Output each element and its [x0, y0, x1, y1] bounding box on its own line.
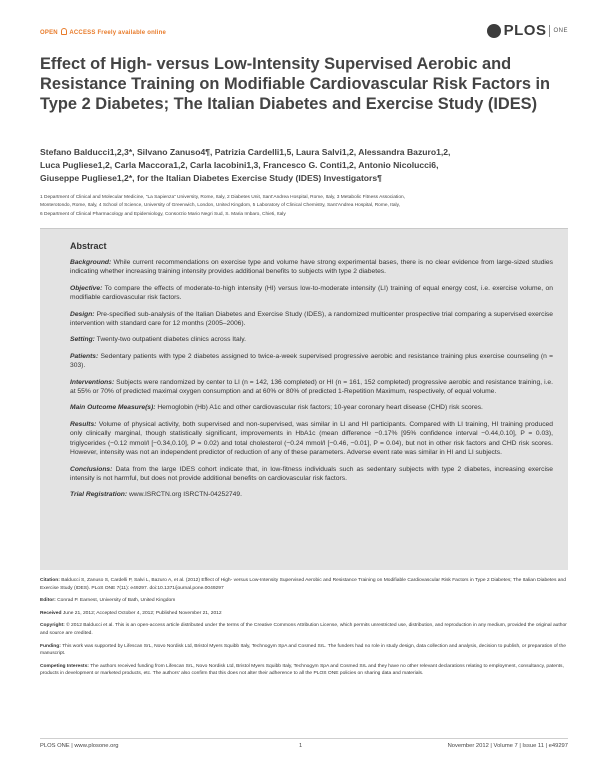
- abstract-trial-registration: Trial Registration: www.ISRCTN.org ISRCTN-04252749.: [70, 491, 242, 499]
- footer-journal: PLOS ONE | www.plosone.org: [40, 743, 119, 749]
- journal-header: [40, 22, 568, 46]
- plos-logo-text: PLOS: [503, 22, 547, 39]
- abstract-objective: Objective: To compare the effects of moderate-to-high intensity (HI) versus low-to-moderate intensity (LI) training of equal energy cost, i.e. exercise volume, on modifiable cardiovascular risk factors.: [70, 284, 553, 302]
- article-metadata: [40, 577, 568, 683]
- abstract-interventions: Interventions: Subjects were randomized by center to LI (n = 142, 136 completed) or HI (n = 161, 152 completed) progressive aerobic and resistance training, i.e. at 55% or 70% of predicted maximal oxygen consumption and at 60% or 80% of predicted 1-Repetition Maximum, respectively, of equal volume.: [70, 378, 553, 396]
- abstract-results: Results: Volume of physical activity, both supervised and non-supervised, was similar in LI and HI participants. Compared with LI training, HI training produced only clinically marginal, though statistically significant, improvements in HbA1c (mean difference −0.17% [95% confidence interval −0.44,0.10], P = 0.03), triglycerides (−0.12 mmol/l [−0.34,0.10], P = 0.02) and total cholesterol (−0.24 mmol/l [−0.46, −0.01], P = 0.04), but not in other risk factors and CHD risk scores. However, intensity was not an independent predictor of reduction of any of these parameters. Adverse event rate was similar in HI and LI subjects.: [70, 420, 553, 457]
- footer-page-number: 1: [299, 743, 303, 749]
- affiliation-line: Monterotondo, Rome, Italy, 4 School of Science, University of Greenwich, London, United Kingdom, 5 Laboratory of Clinical Chemistry, Sant’Andrea Hospital, Rome, Italy,: [40, 203, 400, 209]
- affiliation-line: 6 Department of Clinical Pharmacology and Epidemiology, Consorzio Mario Negri Sud, S. Maria Imbaro, Chieti, Italy: [40, 211, 286, 217]
- meta-copyright: Copyright: © 2012 Balducci et al. This is an open-access article distributed under the terms of the Creative Commons Attribution License, which permits unrestricted use, distribution, and reproduction in any medium, provided the original author and source are credited.: [40, 623, 567, 636]
- meta-editor: Editor: Conrad P. Earnest, University of Bath, United Kingdom: [40, 598, 176, 604]
- abstract-design: Design: Pre-specified sub-analysis of the Italian Diabetes and Exercise Study (IDES), a randomized multicenter prospective trial comparing a supervised exercise intervention with standard care for 12 months (2005–2006).: [70, 310, 553, 328]
- open-lock-icon: [61, 28, 67, 35]
- free-label: Freely available online: [97, 30, 167, 36]
- access-label: ACCESS: [69, 30, 96, 36]
- abstract-conclusions: Conclusions: Data from the large IDES cohort indicate that, in low-fitness individuals such as sedentary subjects with type 2 diabetes, increasing exercise intensity is not harmful, but does not provide additional benefits on cardiovascular risk factors.: [70, 465, 553, 482]
- meta-citation: Citation: Balducci S, Zanuso S, Cardelli P, Salvi L, Bazuro A, et al. (2012) Effect of High- versus Low-Intensity Supervised Aerobic and Resistance Training on Modifiable Cardiovascular Risk Factors in Type 2 Diabetes; The Italian Diabetes and Exercise Study (IDES). PLoS ONE 7(11): e49297. doi:10.1371/journal.pone.0049297: [40, 578, 566, 591]
- author-list: [40, 146, 568, 185]
- abstract-background: Background: While current recommendations on exercise type and volume have strong experimental bases, there is no clear evidence from large-sized studies indicating whether increasing training intensity provides additional benefits to subjects with type 2 diabetes.: [70, 259, 553, 276]
- plos-one-logo: [487, 22, 568, 39]
- footer-issue: November 2012 | Volume 7 | Issue 11 | e49297: [447, 743, 568, 749]
- plos-circle-icon: [487, 24, 501, 38]
- meta-competing-interests: Competing Interests: The authors received funding from Lifescan SrL, Novo Nordisk Ltd, Bristol Myers Squibb Italy, Technogym SpA and Cosmed SrL and they have no other relevant declarations relating to employment, consultancy, patents, products in development or marketed products, etc. The authors' also confirm that this does not alter their adherence to all the PLOS ONE policies on sharing data and materials.: [40, 663, 564, 677]
- affiliations: [40, 194, 568, 219]
- author-line: Giuseppe Pugliese1,2*, for the Italian Diabetes Exercise Study (IDES) Investigators¶: [40, 173, 382, 183]
- abstract-box: [40, 228, 568, 570]
- abstract-patients: Patients: Sedentary patients with type 2 diabetes assigned to twice-a-week supervised progressive aerobic and resistance training plus exercise counseling (n = 303).: [70, 352, 553, 370]
- page-footer: [40, 738, 568, 750]
- article-title: Effect of High- versus Low-Intensity Supervised Aerobic and Resistance Training on Modifiable Cardiovascular Risk Factors in Type 2 Diabetes; The Italian Diabetes and Exercise Study (IDES): [40, 55, 551, 113]
- abstract-outcomes: Main Outcome Measure(s): Hemoglobin (Hb) A1c and other cardiovascular risk factors; 10-year coronary heart disease (CHD) risk scores.: [70, 404, 483, 412]
- open-label: OPEN: [40, 30, 58, 36]
- author-line: Luca Pugliese1,2, Carla Maccora1,2, Carla Iacobini1,3, Francesco G. Conti1,2, Antonio Nicolucci6,: [40, 160, 439, 170]
- affiliation-line: 1 Department of Clinical and Molecular Medicine, “La Sapienza” University, Rome, Italy, 2 Diabetes Unit, Sant’Andrea Hospital, Rome, Italy, 3 Metabolic Fitness Association,: [40, 195, 405, 200]
- open-access-badge: [40, 28, 166, 36]
- plos-one-text: ONE: [553, 27, 568, 34]
- author-line: Stefano Balducci1,2,3*, Silvano Zanuso4¶, Patrizia Cardelli1,5, Laura Salvi1,2, Alessandra Bazuro1,2,: [40, 147, 451, 157]
- meta-funding: Funding: This work was supported by Lifescan SrL, Novo Nordisk Ltd, Bristol Myers Squibb Italy, Technogym SpA and Cosmed SrL. The funders had no role in study design, data collection and analysis, decision to publish, or preparation of the manuscript.: [40, 643, 566, 657]
- logo-divider: [549, 25, 550, 37]
- meta-dates: Received June 21, 2012; Accepted October 4, 2012; Published November 21, 2012: [40, 610, 222, 616]
- abstract-setting: Setting: Twenty-two outpatient diabetes clinics across Italy.: [70, 336, 246, 344]
- abstract-heading: Abstract: [70, 241, 107, 251]
